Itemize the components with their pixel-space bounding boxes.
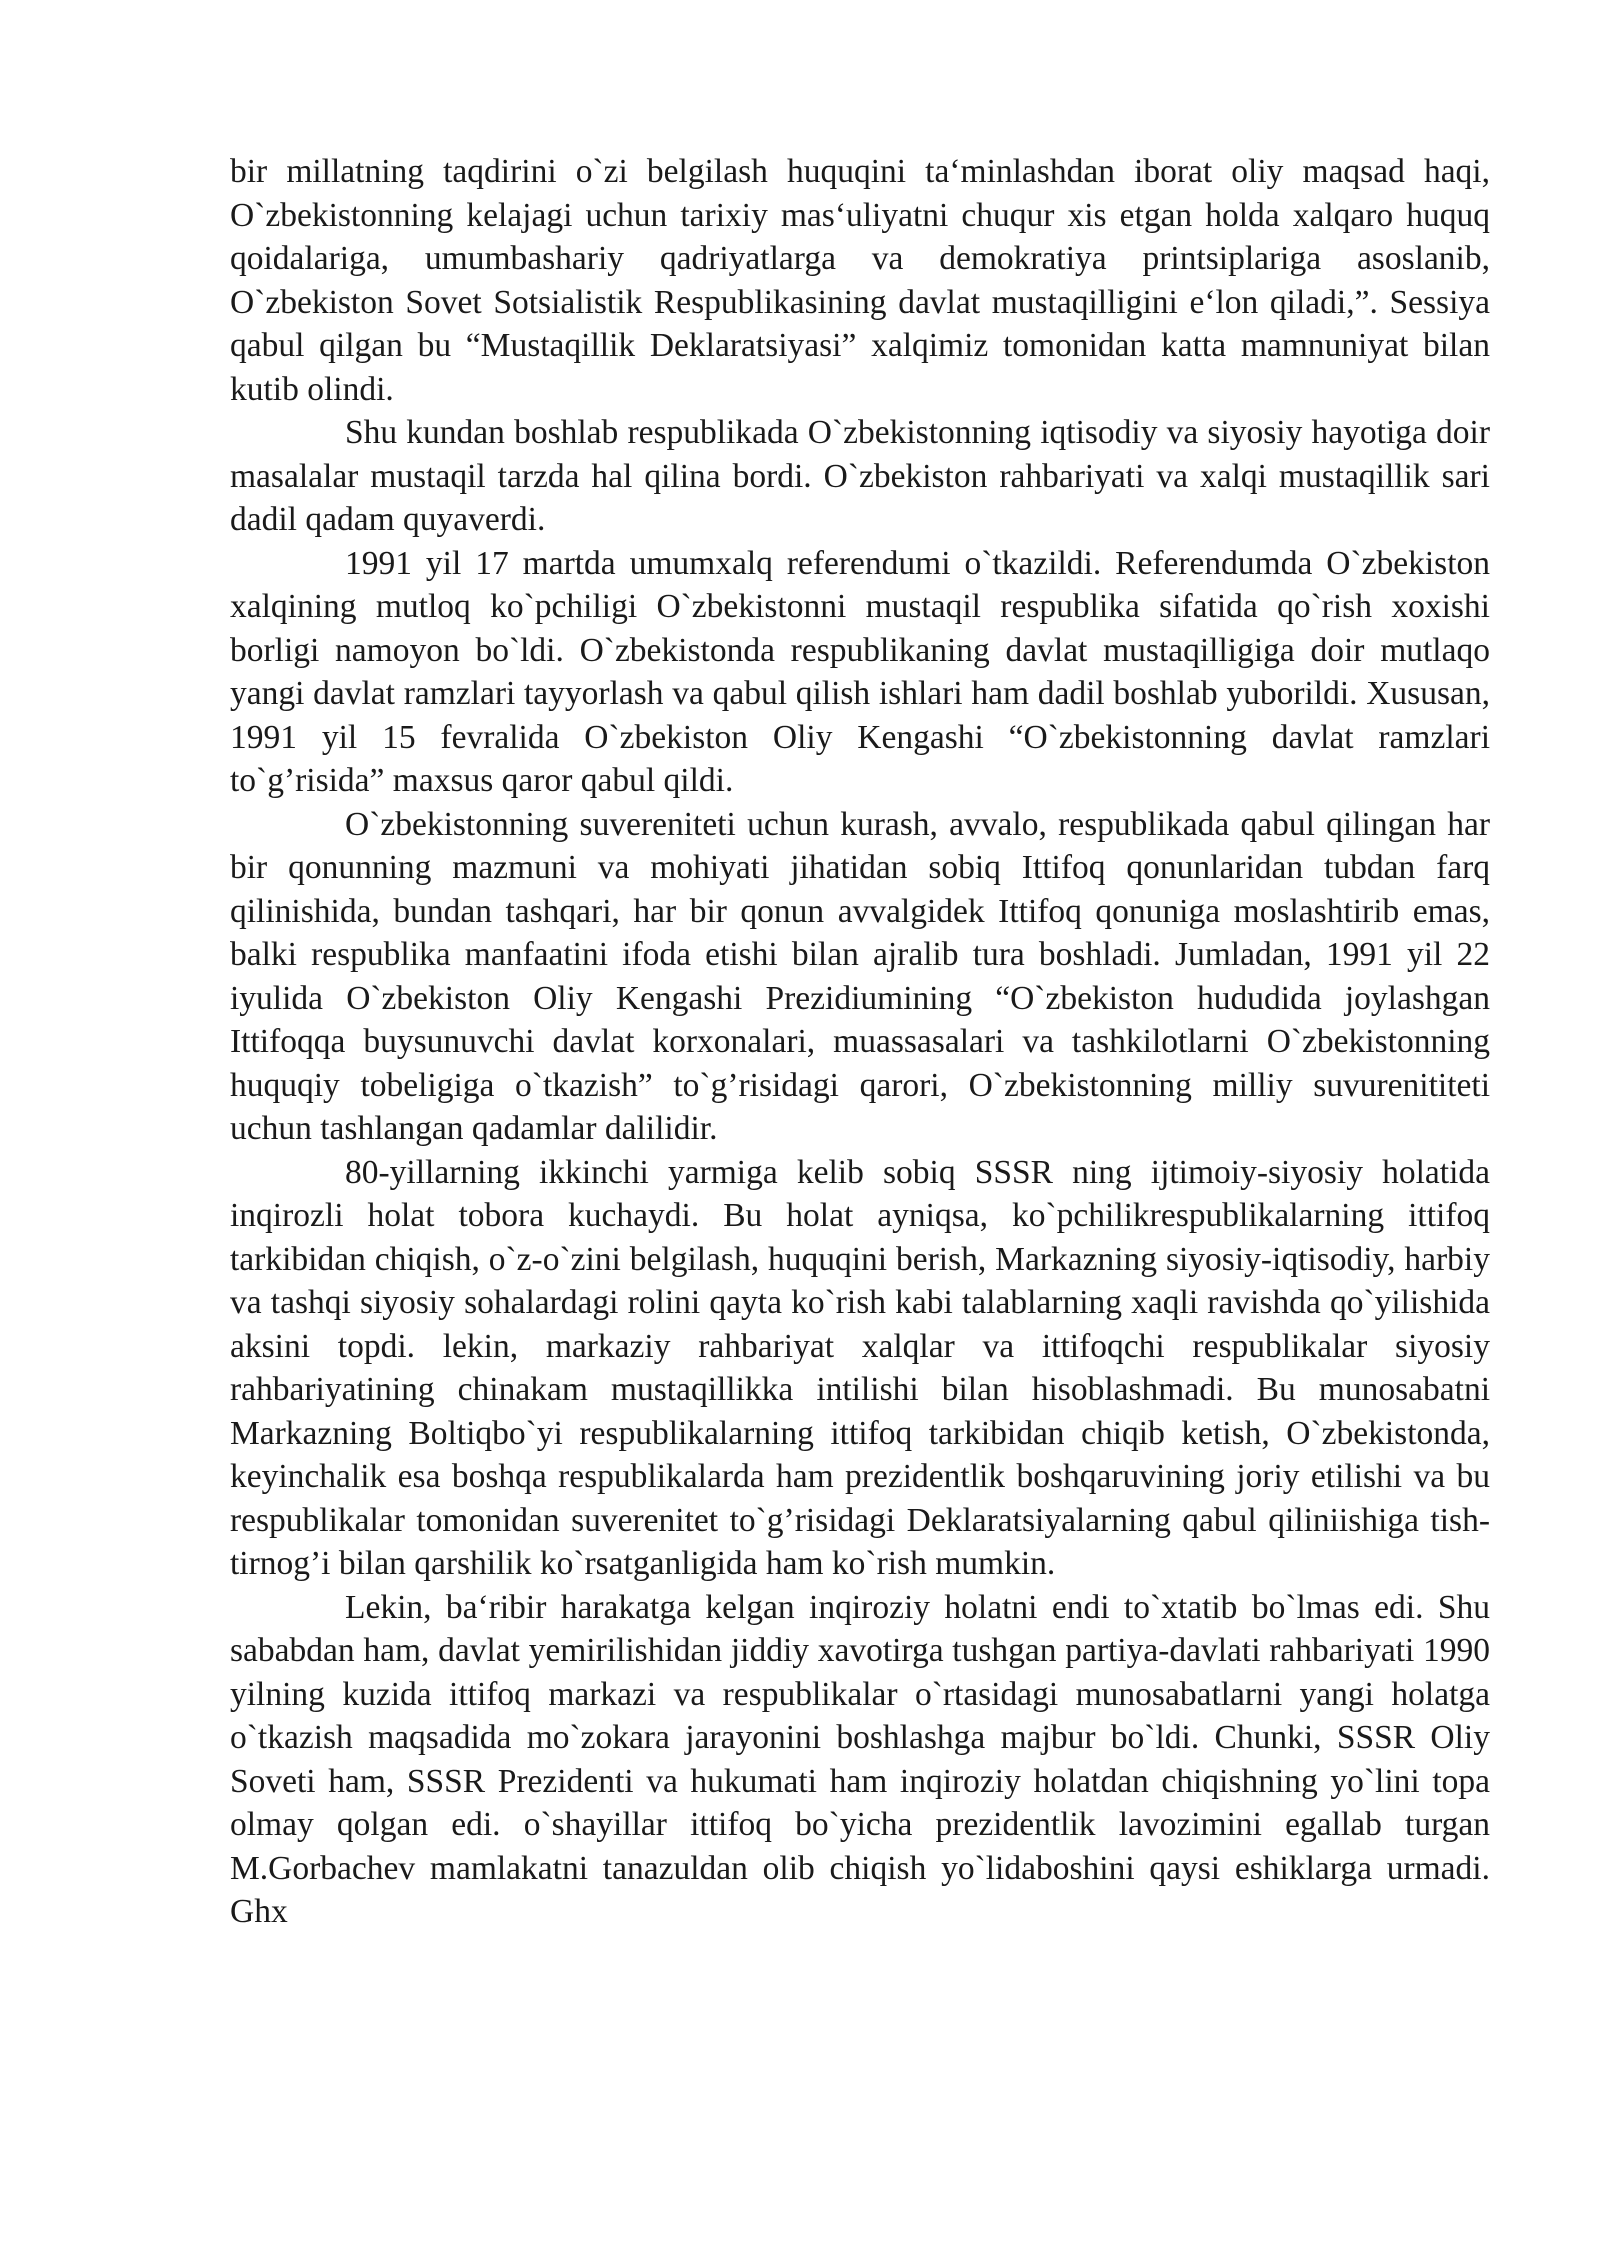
paragraph-5: 80-yillarning ikkinchi yarmiga kelib sobiq SSSR ning ijtimoiy-siyosiy holatida inqirozli holat tobora kuchaydi. Bu holat ayniqsa, ko`pchilikrespublikalarning ittifoq tarkibidan chiqish, o`z-o`zini belgilash, huquqini berish, Markazning siyosiy-iqtisodiy, harbiy va tashqi siyosiy sohalardagi rolini qayta ko`rish kabi talablarning xaqli ravishda qo`yilishida aksini topdi. lekin, markaziy rahbariyat xalqlar va ittifoqchi respublikalar siyosiy rahbariyatining chinakam mustaqillikka intilishi bilan hisoblashmadi. Bu munosabatni Markazning Boltiqbo`yi respublikalarning ittifoq tarkibidan chiqib ketish, O`zbekistonda, keyinchalik esa boshqa respublikalarda ham prezidentlik boshqaruvining joriy etilishi va bu respublikalar tomonidan suverenitet to`g’risidagi Deklaratsiyalarning qabul qiliniishiga tish-tirnog’i bilan qarshilik ko`rsatganligida ham ko`rish mumkin. (230, 1153, 1490, 1582)
paragraph-1: bir millatning taqdirini o`zi belgilash huquqini ta‘minlashdan iborat oliy maqsad haqi, O`zbekistonning kelajagi uchun tarixiy mas‘uliyatni chuqur xis etgan holda xalqaro huquq qoidalariga, umumbashariy qadriyatlarga va demokratiya printsiplariga asoslanib, O`zbekiston Sovet Sotsialistik Respublikasining davlat mustaqilligini e‘lon qiladi,”. Sessiya qabul qilgan bu “Mustaqillik Deklaratsiyasi” xalqimiz tomonidan katta mamnuniyat bilan kutib olindi. (230, 153, 1490, 408)
paragraph-2: Shu kundan boshlab respublikada O`zbekistonning iqtisodiy va siyosiy hayotiga doir masalalar mustaqil tarzda hal qilina bordi. O`zbekiston rahbariyati va xalqi mustaqillik sari dadil qadam quyaverdi. (230, 414, 1490, 538)
paragraph-3: 1991 yil 17 martda umumxalq referendumi o`tkazildi. Referendumda O`zbekiston xalqining mutloq ko`pchiligi O`zbekistonni mustaqil respublika sifatida qo`rish xoxishi borligi namoyon bo`ldi. O`zbekistonda respublikaning davlat mustaqilligiga doir mutlaqo yangi davlat ramzlari tayyorlash va qabul qilish ishlari ham dadil boshlab yuborildi. Xususan, 1991 yil 15 fevralida O`zbekiston Oliy Kengashi “O`zbekistonning davlat ramzlari to`g’risida” maxsus qaror qabul qildi. (230, 544, 1490, 799)
paragraph-4: O`zbekistonning suvereniteti uchun kurash, avvalo, respublikada qabul qilingan har bir qonunning mazmuni va mohiyati jihatidan sobiq Ittifoq qonunlaridan tubdan farq qilinishida, bundan tashqari, har bir qonun avvalgidek Ittifoq qonuniga moslashtirib emas, balki respublika manfaatini ifoda etishi bilan ajralib tura boshladi. Jumladan, 1991 yil 22 iyulida O`zbekiston Oliy Kengashi Prezidiumining “O`zbekiston hududida joylashgan Ittifoqqa buysunuvchi davlat korxonalari, muassasalari va tashkilotlarni O`zbekistonning huquqiy tobeligiga o`tkazish” to`g’risidagi qarori, O`zbekistonning milliy suvurenititeti uchun tashlangan qadamlar dalilidir. (230, 805, 1490, 1147)
document-page (230, 150, 1490, 1934)
paragraph-6: Lekin, ba‘ribir harakatga kelgan inqiroziy holatni endi to`xtatib bo`lmas edi. Shu sababdan ham, davlat yemirilishidan jiddiy xavotirga tushgan partiya-davlati rahbariyati 1990 yilning kuzida ittifoq markazi va respublikalar o`rtasidagi munosabatlarni yangi holatga o`tkazish maqsadida mo`zokara jarayonini boshlashga majbur bo`ldi. Chunki, SSSR Oliy Soveti ham, SSSR Prezidenti va hukumati ham inqiroziy holatdan chiqishning yo`lini topa olmay qolgan edi. o`shayillar ittifoq bo`yicha prezidentlik lavozimini egallab turgan M.Gorbachev mamlakatni tanazuldan olib chiqish yo`lidaboshini qaysi eshiklarga urmadi. Ghx (230, 1588, 1490, 1930)
